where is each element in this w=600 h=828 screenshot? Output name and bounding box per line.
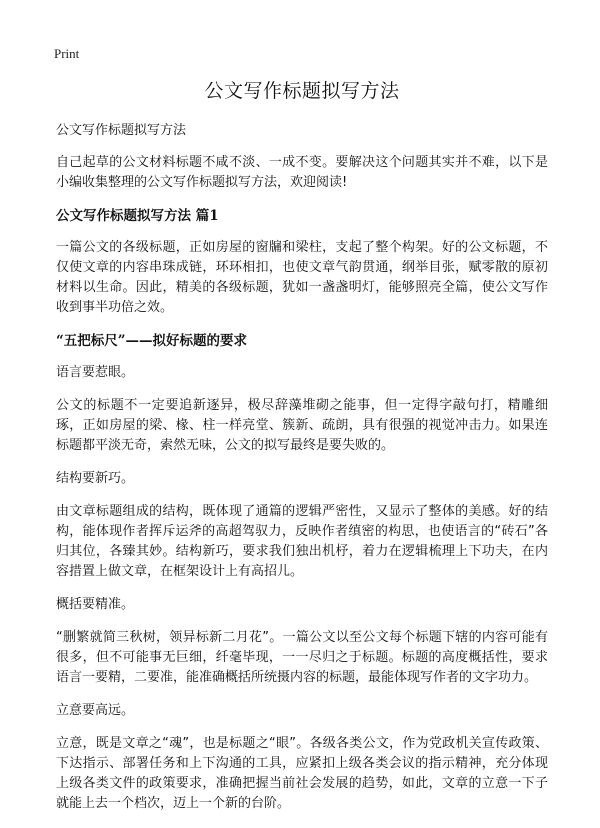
requirement-title-structure: 结构要新巧。 (56, 471, 135, 486)
requirement-paragraph-language: 公文的标题不一定要追新逐异，极尽辞藻堆砌之能事，但一定得字敲句打，精雕细琢，正如房屋的梁、椽、柱一样亮堂、簇新、疏朗，具有很强的视觉冲击力。如果连标题都平淡无奇，索然无味，公文的拟写最终是要失败的。 (56, 398, 548, 453)
requirement-title-summary: 概括要精准。 (56, 597, 135, 612)
section-heading-2: “五把标尺”——拟好标题的要求 (56, 333, 248, 349)
requirement-title-language: 语言要惹眼。 (56, 365, 135, 380)
requirement-title-concept: 立意要高远。 (56, 703, 135, 718)
document-body (56, 78, 548, 827)
section-paragraph-1: 一篇公文的各级标题，正如房屋的窗牖和梁柱，支起了整个构架。好的公文标题，不仅使文章的内容串珠成链，环环相扣，也使文章气韵贯通，纲举目张，赋零散的原初材料以生命。因此，精美的各级标题，犹如一盏盏明灯，能够照亮全篇，使公文写作收到事半功倍之效。 (56, 240, 548, 315)
requirement-paragraph-structure: 由文章标题组成的结构，既体现了通篇的逻辑严密性，又显示了整体的美感。好的结构，能体现作者挥斥运斧的高超驾驭力，反映作者缜密的构思，也使语言的“砖石”各归其位，各臻其妙。结构新巧，要求我们独出机杼，着力在逻辑梳理上下功夫，在内容措置上做文章，在框架设计上有高招儿。 (56, 504, 548, 579)
print-label: Print (54, 46, 80, 61)
document-subtitle: 公文写作标题拟写方法 (56, 123, 187, 138)
requirement-paragraph-summary: “删繁就简三秋树，领异标新二月花”。一篇公文以至公文每个标题下辖的内容可能有很多，但不可能事无巨细，纤毫毕现，一一尽归之于标题。标题的高度概括性，要求语言一要精，二要准，能准确概括所统摄内容的标题，最能体现写作者的文字功力。 (56, 630, 548, 685)
section-heading-1: 公文写作标题拟写方法 篇1 (56, 208, 219, 224)
page-title: 公文写作标题拟写方法 (204, 80, 400, 102)
intro-paragraph: 自己起草的公文材料标题不咸不淡、一成不变。要解决这个问题其实并不难，以下是小编收集整理的公文写作标题拟写方法，欢迎阅读! (56, 155, 548, 190)
requirement-paragraph-concept: 立意，既是文章之“魂”，也是标题之“眼”。各级各类公文，作为党政机关宣传政策、下达指示、部署任务和上下沟通的工具，应紧扣上级各类会议的指示精神，充分体现上级各类文件的政策要求，准确把握当前社会发展的趋势，如此，文章的立意一下子就能上去一个档次，迈上一个新的台阶。 (56, 736, 548, 811)
